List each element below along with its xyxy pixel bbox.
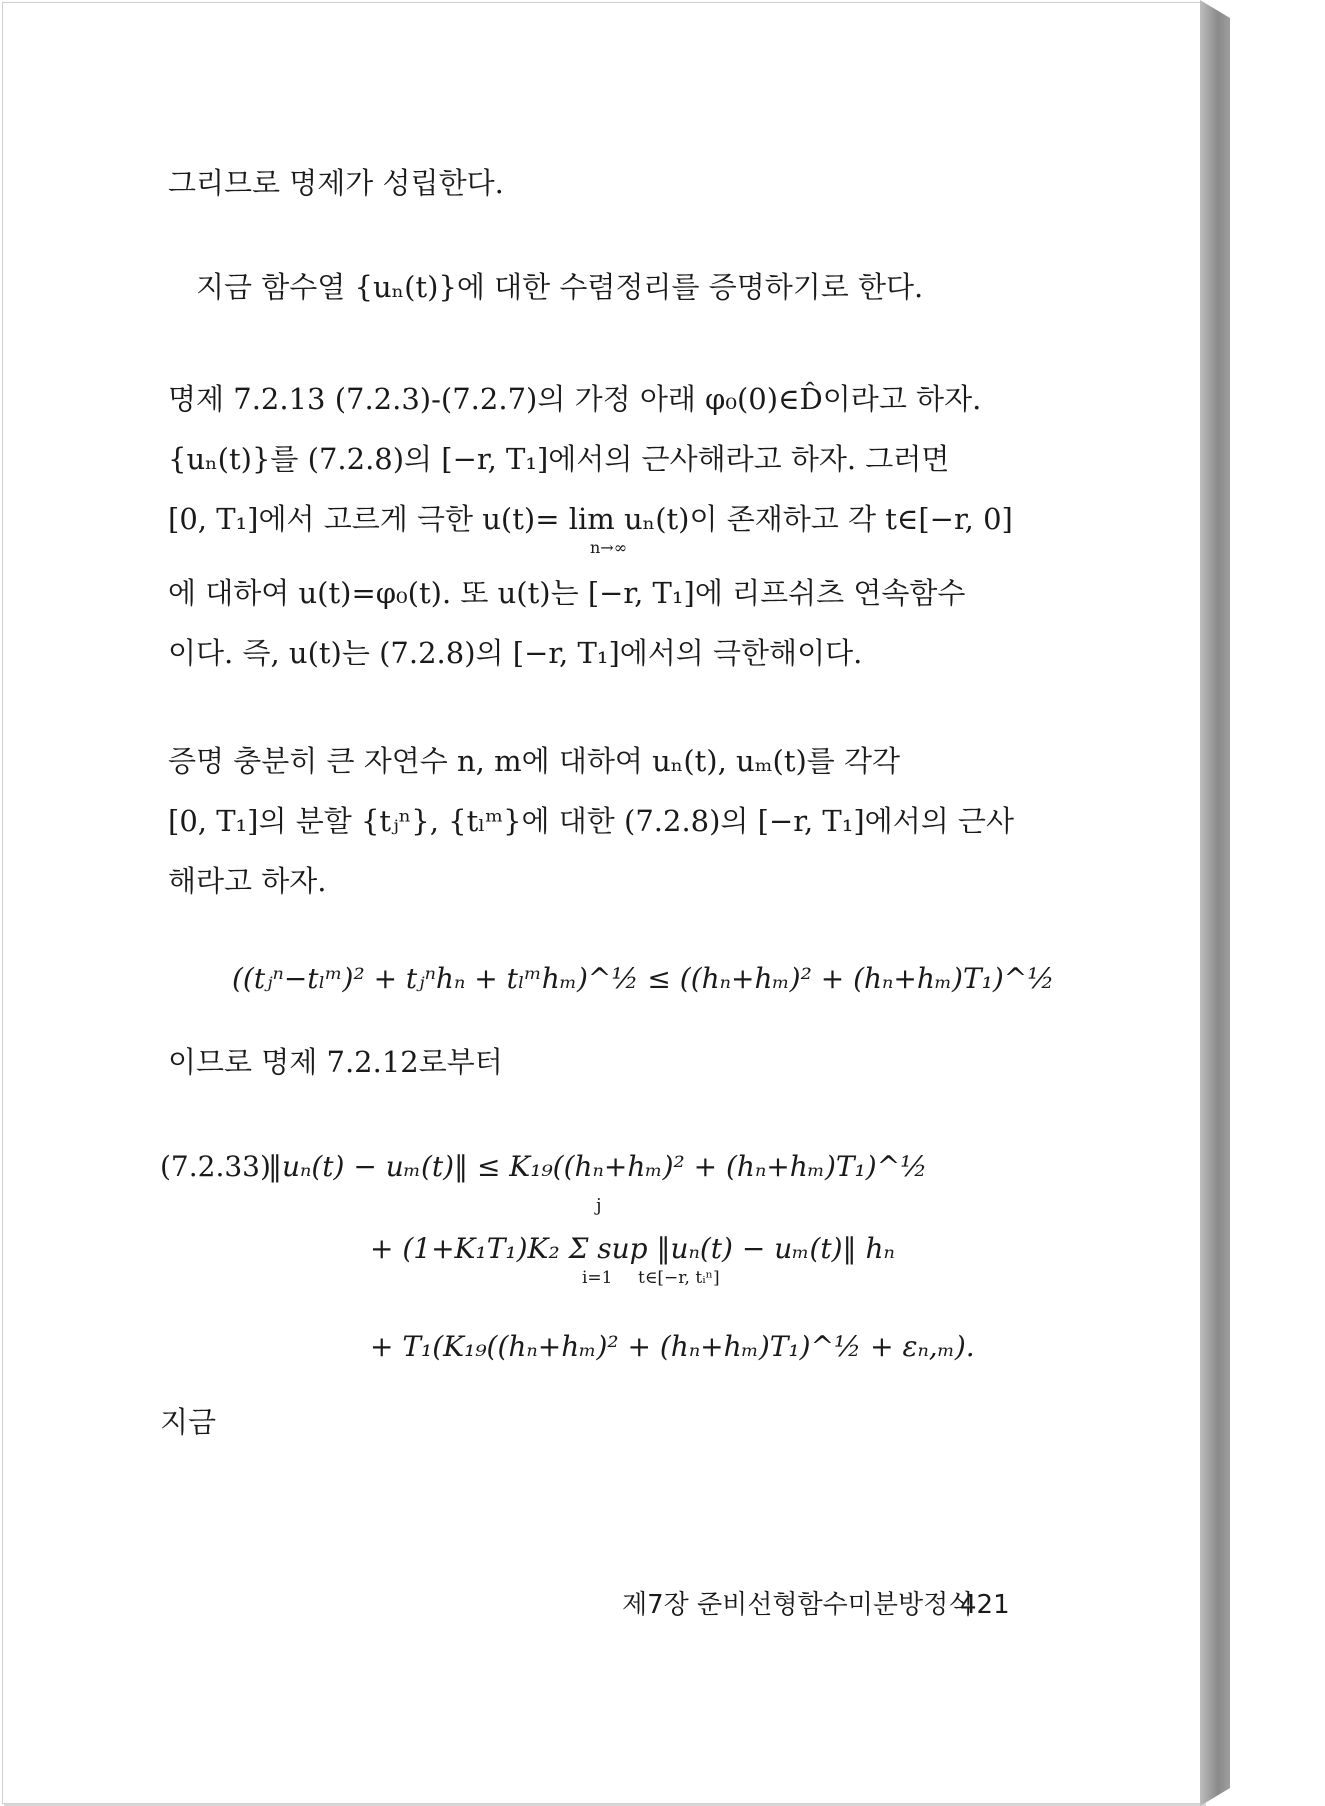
proposition-line-5: 이다. 즉, u(t)는 (7.2.8)의 [−r, T₁]에서의 극한해이다. xyxy=(168,636,863,670)
proof-line-3: 해라고 하자. xyxy=(168,864,327,898)
equation-line-2: + (1+K₁T₁)K₂ Σ sup ‖uₙ(t) − uₘ(t)‖ hₙ xyxy=(370,1232,895,1265)
proof-line-2: [0, T₁]의 분할 {tⱼⁿ}, {tₗᵐ}에 대한 (7.2.8)의 [−r, T₁]에서의 근사 xyxy=(168,804,1014,838)
proposition-line-4: 에 대하여 u(t)=φ₀(t). 또 u(t)는 [−r, T₁]에 리프쉬츠 연속함수 xyxy=(168,576,966,610)
equation-label: (7.2.33) xyxy=(160,1150,271,1183)
proposition-line-2: {uₙ(t)}를 (7.2.8)의 [−r, T₁]에서의 근사해라고 하자. 그러면 xyxy=(168,442,950,476)
inequality: ((tⱼⁿ−tₗᵐ)² + tⱼⁿhₙ + tₗᵐhₘ)^½ ≤ ((hₙ+hₘ)² + (hₙ+hₘ)T₁)^½ xyxy=(232,962,1055,995)
page-number: 421 xyxy=(960,1590,1010,1620)
sum-upper-limit: j xyxy=(596,1195,602,1216)
paragraph-intro: 지금 함수열 {uₙ(t)}에 대한 수렴정리를 증명하기로 한다. xyxy=(196,270,924,304)
running-footer: 제7장 준비선형함수미분방정식 xyxy=(622,1590,974,1620)
page-edge-shadow xyxy=(1200,0,1230,1806)
equation-line-3: + T₁(K₁₉((hₙ+hₘ)² + (hₙ+hₘ)T₁)^½ + εₙ,ₘ). xyxy=(370,1330,975,1363)
proposition-line-3: [0, T₁]에서 고르게 극한 u(t)= lim uₙ(t)이 존재하고 각 t∈[−r, 0] xyxy=(168,502,1013,536)
limit-subscript: n→∞ xyxy=(590,538,628,557)
paragraph-from-proposition: 이므로 명제 7.2.12로부터 xyxy=(168,1045,503,1079)
paragraph-last: 지금 xyxy=(160,1405,217,1439)
sum-lower-limit: i=1 xyxy=(582,1268,613,1288)
paragraph-conclusion: 그리므로 명제가 성립한다. xyxy=(168,166,504,200)
proof-line-1: 증명 충분히 큰 자연수 n, m에 대하여 uₙ(t), uₘ(t)를 각각 xyxy=(168,744,901,778)
sup-subscript: t∈[−r, tᵢⁿ] xyxy=(638,1268,720,1288)
equation-line-1: ‖uₙ(t) − uₘ(t)‖ ≤ K₁₉((hₙ+hₘ)² + (hₙ+hₘ)T₁)^½ xyxy=(268,1150,928,1183)
proposition-line-1: 명제 7.2.13 (7.2.3)-(7.2.7)의 가정 아래 φ₀(0)∈D̂이라고 하자. xyxy=(168,382,982,416)
